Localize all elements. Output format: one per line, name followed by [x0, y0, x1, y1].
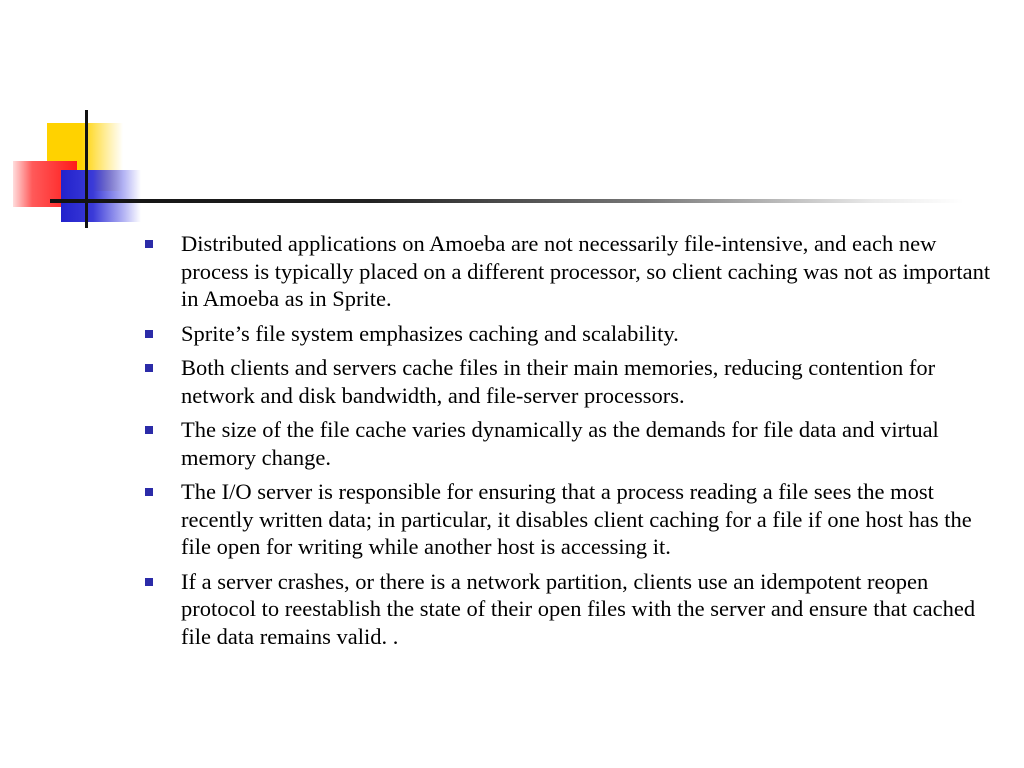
list-item [145, 478, 1005, 561]
square-bullet-icon [145, 330, 153, 338]
bullet-text: Both clients and servers cache files in their main memories, reducing contention for network and disk bandwidth, and file-server processors. [181, 355, 936, 408]
list-item [145, 416, 1005, 471]
square-bullet-icon [145, 426, 153, 434]
list-item [145, 354, 1005, 409]
bullet-text: The I/O server is responsible for ensuring that a process reading a file sees the most recently written data; in particular, it disables client caching for a file if one host has the file open for writing while another host is accessing it. [181, 479, 972, 559]
square-bullet-icon [145, 578, 153, 586]
bullet-text: If a server crashes, or there is a network partition, clients use an idempotent reopen protocol to reestablish the state of their open files with the server and ensure that cached file data remains valid. . [181, 568, 976, 649]
bullet-text: The size of the file cache varies dynamically as the demands for file data and virtual memory change. [181, 417, 939, 470]
list-item [145, 230, 1005, 313]
list-item [145, 568, 1005, 651]
square-bullet-icon [145, 488, 153, 496]
bullet-text: Sprite’s file system emphasizes caching and scalability. [181, 320, 679, 346]
square-bullet-icon [145, 364, 153, 372]
vertical-rule [85, 110, 88, 228]
bullet-list [145, 230, 1005, 657]
blue-square-decoration [61, 170, 141, 222]
list-item [145, 320, 1005, 348]
bullet-text: Distributed applications on Amoeba are not necessarily file-intensive, and each new process is typically placed on a different processor, so client caching was not as important in Amoeba as in Sprite. [181, 231, 991, 311]
title-underline-rule [50, 199, 964, 203]
square-bullet-icon [145, 240, 153, 248]
